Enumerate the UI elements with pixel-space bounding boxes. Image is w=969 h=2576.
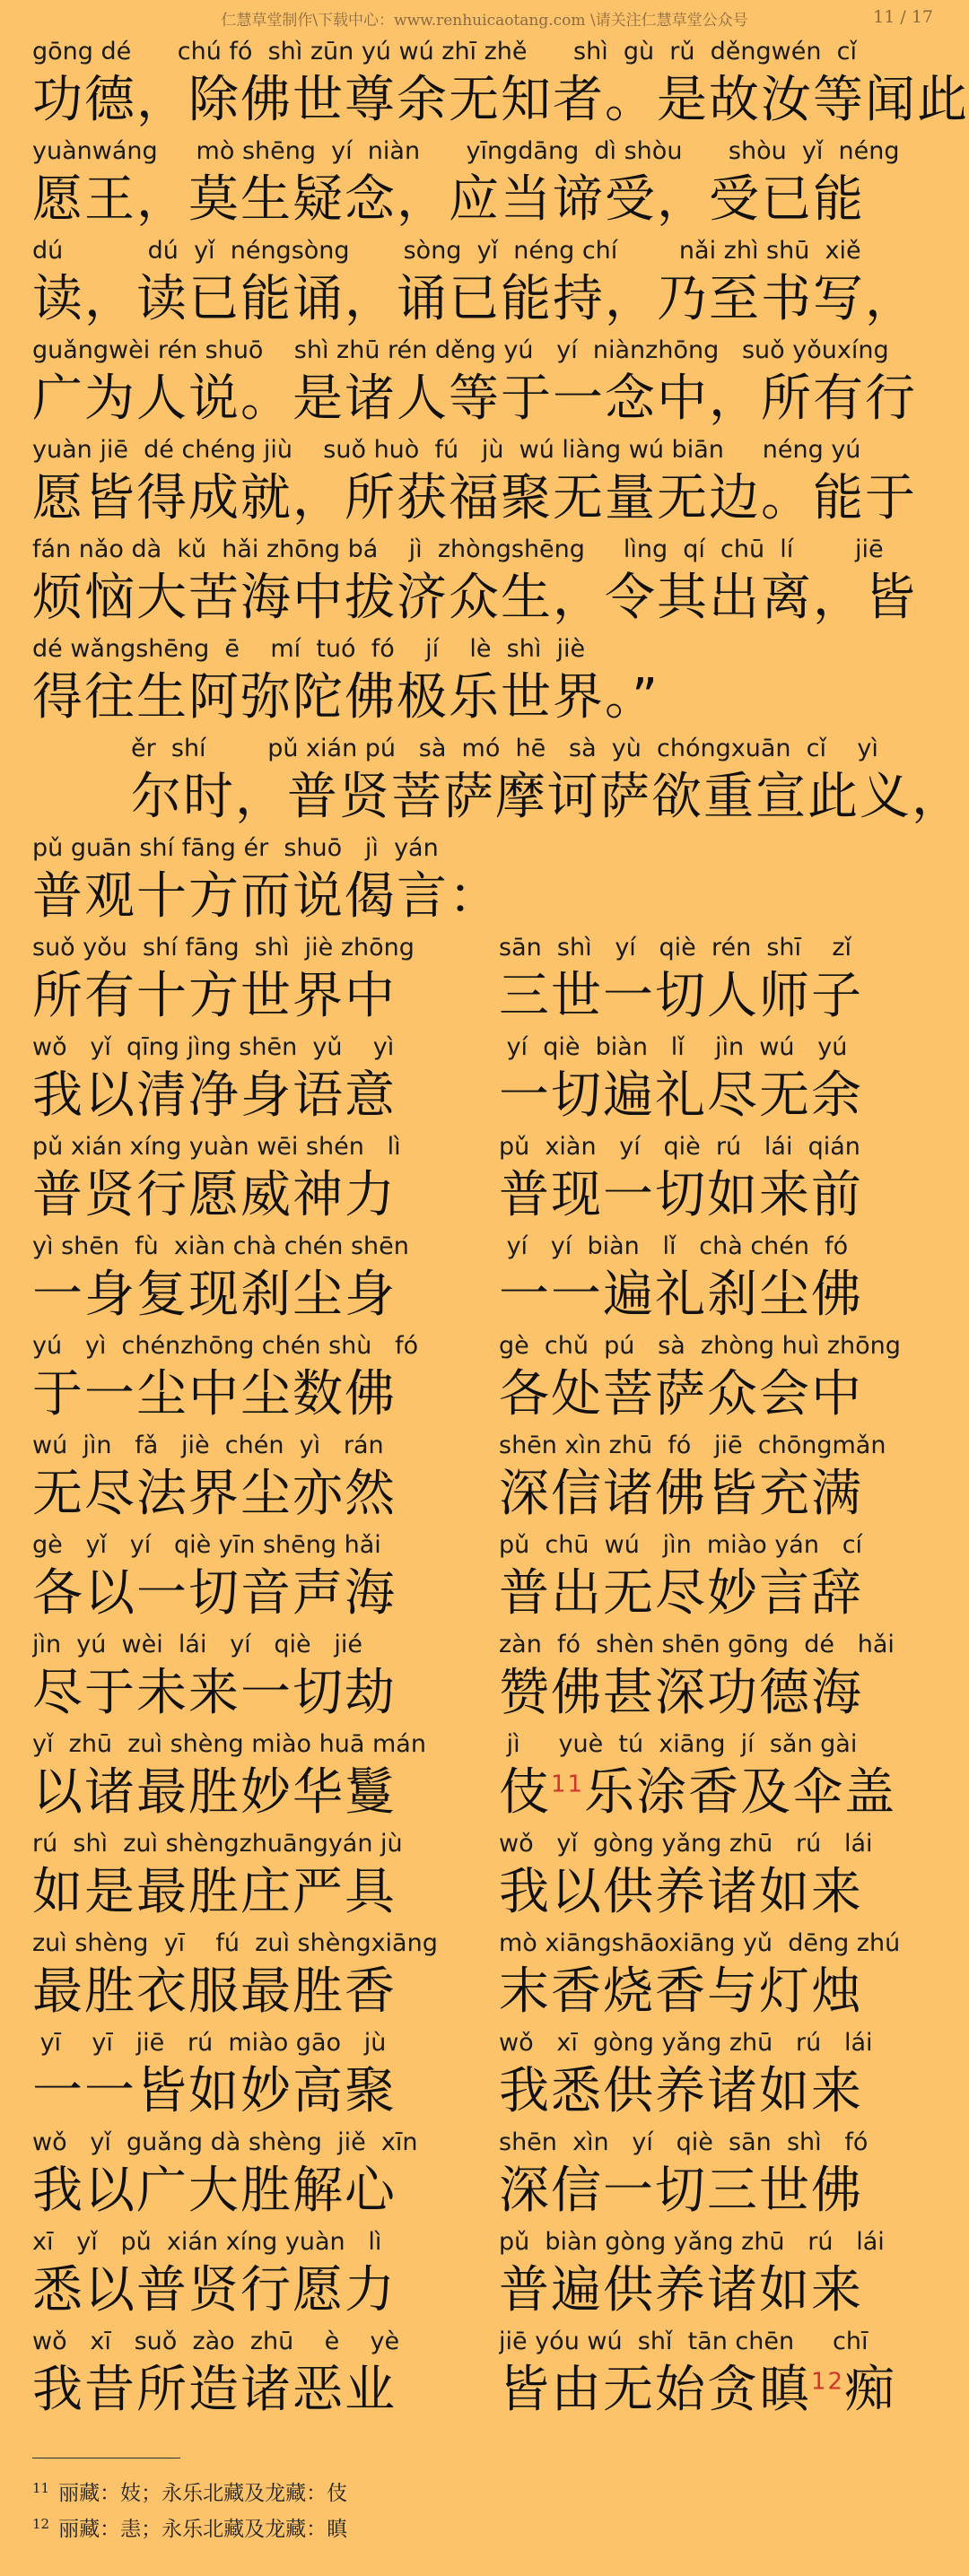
hanzi-line: 普现一切如来前 (499, 1166, 863, 1224)
footnote-marker[interactable]: 11 (551, 1771, 585, 1798)
verse-right-half (499, 1328, 947, 1428)
pinyin-line: dú dú yǐ néngsòng sòng yǐ néng chí nǎi zhì shū xiě (32, 237, 861, 265)
hanzi-line: 普出无尽妙言辞 (499, 1564, 863, 1623)
text-line (32, 731, 964, 831)
verse-line (32, 2025, 947, 2125)
pinyin-line: wǒ yǐ qīng jìng shēn yǔ yì (32, 1033, 395, 1061)
hanzi-line: 一一遍礼刹尘佛 (499, 1266, 863, 1324)
pinyin-line: gè chǔ pú sà zhòng huì zhōng (499, 1332, 901, 1360)
verse-line (32, 1328, 947, 1428)
pinyin-line: suǒ yǒu shí fāng shì jiè zhōng (32, 934, 415, 962)
hanzi-line: 一身复现刹尘身 (32, 1266, 397, 1324)
hanzi-line: 尔时，普贤菩萨摩诃萨欲重宣此义， (131, 768, 964, 826)
hanzi-line: 我昔所造诸恶业 (32, 2361, 397, 2419)
hanzi-line: 无尽法界尘亦然 (32, 1465, 397, 1523)
hanzi-line: 赞佛甚深功德海 (499, 1664, 863, 1722)
pinyin-line: pǔ chū wú jìn miào yán cí (499, 1531, 863, 1559)
pinyin-line: rú shì zuì shèngzhuāngyán jù (32, 1830, 403, 1858)
verse-line (32, 1030, 947, 1129)
pinyin-line: pǔ guān shí fāng ér shuō jì yán (32, 834, 439, 862)
verse-left-half (32, 1229, 499, 1328)
pinyin-line: gè yǐ yí qiè yīn shēng hǎi (32, 1531, 381, 1559)
pinyin-line: wǒ yǐ gòng yǎng zhū rú lái (499, 1830, 873, 1858)
hanzi-line: 悉以普贤行愿力 (32, 2261, 397, 2319)
pinyin-line: wǒ yǐ guǎng dà shèng jiě xīn (32, 2128, 418, 2156)
header-source-text: 仁慧草堂制作\下载中心：www.renhuicaotang.com \请关注仁慧草堂公众号 (221, 12, 748, 30)
pinyin-line: yì shēn fù xiàn chà chén shēn (32, 1232, 409, 1260)
pinyin-line: fán nǎo dà kǔ hǎi zhōng bá jì zhòngshēng lìng qí chū lí jiē (32, 535, 884, 563)
text-line (32, 831, 947, 930)
hanzi-line: 所有十方世界中 (32, 967, 397, 1025)
page-header (0, 0, 969, 36)
pinyin-line: dé wǎngshēng ē mí tuó fó jí lè shì jiè (32, 635, 586, 663)
footnote-number: 11 (32, 2480, 50, 2496)
verse-block (32, 930, 947, 2424)
verse-right-half (499, 1030, 947, 1129)
verse-right-half (499, 1428, 947, 1527)
verse-right-half (499, 1129, 947, 1229)
pinyin-line: xī yǐ pǔ xián xíng yuàn lì (32, 2228, 382, 2256)
verse-right-half (499, 930, 947, 1030)
hanzi-line: 最胜衣服最胜香 (32, 1962, 397, 2021)
verse-right-half (499, 1727, 947, 1826)
pinyin-line: yī yī jiē rú miào gāo jù (32, 2029, 387, 2057)
hanzi-line: 如是最胜庄严具 (32, 1863, 397, 1921)
footnote-number: 12 (32, 2516, 50, 2532)
verse-right-half (499, 1527, 947, 1627)
pinyin-line: guǎngwèi rén shuō shì zhū rén děng yú yí niànzhōng suǒ yǒuxíng (32, 336, 889, 364)
pinyin-line: zuì shèng yī fú zuì shèngxiāng (32, 1929, 438, 1957)
hanzi-line: 广为人说。是诸人等于一念中，所有行 (32, 370, 917, 428)
text-line (32, 333, 947, 432)
hanzi-line: 普贤行愿威神力 (32, 1166, 397, 1224)
hanzi-line (499, 2360, 947, 2424)
pinyin-line: yuàn jiē dé chéng jiù suǒ huò fú jù wú liàng wú biān néng yú (32, 436, 861, 464)
verse-right-half (499, 1826, 947, 1926)
hanzi-line: 普遍供养诸如来 (499, 2261, 863, 2319)
hanzi-line: 我以供养诸如来 (499, 1863, 863, 1921)
hanzi-line: 各以一切音声海 (32, 1564, 397, 1623)
hanzi-line: 一一皆如妙高聚 (32, 2062, 397, 2120)
page-number: 11 / 17 (873, 7, 933, 27)
verse-line (32, 1826, 947, 1926)
pinyin-line: pǔ xián xíng yuàn wēi shén lì (32, 1133, 401, 1161)
verse-right-half (499, 1229, 947, 1328)
verse-right-half (499, 2125, 947, 2224)
pinyin-line: shēn xìn yí qiè sān shì fó (499, 2128, 869, 2156)
verse-left-half (32, 2324, 499, 2424)
verse-right-half (499, 2224, 947, 2324)
verse-line (32, 1527, 947, 1627)
footnote-item (32, 2506, 930, 2542)
verse-left-half (32, 1428, 499, 1527)
hanzi-line: 三世一切人师子 (499, 967, 863, 1025)
text-line (32, 134, 947, 233)
hanzi-line: 末香烧香与灯烛 (499, 1962, 863, 2021)
hanzi-line: 我以清净身语意 (32, 1066, 397, 1125)
text-line (32, 34, 969, 134)
footnotes (32, 2470, 930, 2542)
pinyin-line: jiē yóu wú shǐ tān chēn chī (499, 2328, 869, 2355)
text-line (32, 432, 947, 532)
pinyin-line: yuànwáng mò shēng yí niàn yīngdāng dì shòu shòu yǐ néng (32, 137, 900, 165)
pinyin-line: yǐ zhū zuì shèng miào huā mán (32, 1730, 426, 1758)
verse-line (32, 2125, 947, 2224)
hanzi-segment: 乐涂香及伞盖 (584, 1763, 897, 1822)
pinyin-line: mò xiāngshāoxiāng yǔ dēng zhú (499, 1929, 901, 1957)
hanzi-line: 我以广大胜解心 (32, 2162, 397, 2220)
pinyin-line: wú jìn fǎ jiè chén yì rán (32, 1432, 384, 1459)
verse-left-half (32, 1527, 499, 1627)
hanzi-line: 以诸最胜妙华鬘 (32, 1763, 397, 1822)
text-line (32, 532, 947, 631)
hanzi-segment: 伎 (499, 1763, 551, 1822)
hanzi-line: 读，读已能诵，诵已能持，乃至书写， (32, 270, 917, 328)
pinyin-line: yú yì chénzhōng chén shù fó (32, 1332, 419, 1360)
hanzi-line: 普观十方而说偈言： (32, 867, 501, 926)
pinyin-line: jìn yú wèi lái yí qiè jié (32, 1631, 363, 1658)
hanzi-segment: 皆由无始贪瞋 (499, 2361, 811, 2419)
hanzi-line: 各处菩萨众会中 (499, 1365, 863, 1423)
hanzi-line: 愿王，莫生疑念，应当谛受，受已能 (32, 170, 865, 229)
hanzi-line: 一切遍礼尽无余 (499, 1066, 863, 1125)
hanzi-line: 烦恼大苦海中拔济众生，令其出离，皆 (32, 569, 917, 627)
pinyin-line: ěr shí pǔ xián pú sà mó hē sà yù chóngxuān cǐ yì (131, 735, 878, 762)
hanzi-line: 愿皆得成就，所获福聚无量无边。能于 (32, 469, 917, 527)
verse-left-half (32, 2025, 499, 2125)
verse-right-half (499, 1627, 947, 1727)
pinyin-line: wǒ xī suǒ zào zhū è yè (32, 2328, 400, 2355)
pinyin-line: jì yuè tú xiāng jí sǎn gài (499, 1730, 858, 1758)
pinyin-line: pǔ xiàn yí qiè rú lái qián (499, 1133, 860, 1161)
pinyin-line: yí yí biàn lǐ chà chén fó (499, 1232, 849, 1260)
verse-right-half (499, 1926, 947, 2025)
verse-right-half (499, 2025, 947, 2125)
hanzi-line (499, 1762, 947, 1826)
verse-line (32, 1129, 947, 1229)
hanzi-segment: 痴 (844, 2361, 897, 2419)
verse-left-half (32, 1030, 499, 1129)
footnote-text: 丽藏：恚；永乐北藏及龙藏：瞋 (58, 2518, 348, 2541)
verse-line (32, 930, 947, 1030)
pinyin-line: gōng dé chú fó shì zūn yú wú zhī zhě shì gù rǔ děngwén cǐ (32, 38, 857, 65)
verse-left-half (32, 1926, 499, 2025)
scripture-text (32, 34, 969, 2424)
pinyin-line: zàn fó shèn shēn gōng dé hǎi (499, 1631, 895, 1658)
footnote-divider (32, 2458, 180, 2459)
hanzi-line: 深信诸佛皆充满 (499, 1465, 863, 1523)
hanzi-line: 于一尘中尘数佛 (32, 1365, 397, 1423)
hanzi-line: 深信一切三世佛 (499, 2162, 863, 2220)
verse-left-half (32, 2224, 499, 2324)
text-line (32, 233, 947, 333)
verse-left-half (32, 1727, 499, 1826)
hanzi-line: 功德，除佛世尊余无知者。是故汝等闻此 (32, 71, 969, 129)
pinyin-line: shēn xìn zhū fó jiē chōngmǎn (499, 1432, 886, 1459)
pinyin-line: sān shì yí qiè rén shī zǐ (499, 934, 852, 962)
pinyin-line: pǔ biàn gòng yǎng zhū rú lái (499, 2228, 885, 2256)
verse-left-half (32, 1826, 499, 1926)
verse-line (32, 1428, 947, 1527)
footnote-text: 丽藏：妓；永乐北藏及龙藏：伎 (58, 2482, 348, 2505)
verse-left-half (32, 1627, 499, 1727)
prose-block (32, 34, 969, 930)
text-line (32, 631, 947, 731)
footnote-marker[interactable]: 12 (811, 2368, 845, 2396)
verse-line (32, 2324, 947, 2424)
verse-left-half (32, 2125, 499, 2224)
verse-line (32, 1727, 947, 1826)
hanzi-line: 得往生阿弥陀佛极乐世界。” (32, 668, 660, 727)
pinyin-line: yí qiè biàn lǐ jìn wú yú (499, 1033, 848, 1061)
hanzi-line: 我悉供养诸如来 (499, 2062, 863, 2120)
verse-line (32, 1926, 947, 2025)
verse-left-half (32, 1328, 499, 1428)
verse-line (32, 1229, 947, 1328)
verse-left-half (32, 1129, 499, 1229)
verse-right-half (499, 2324, 947, 2424)
pinyin-line: wǒ xī gòng yǎng zhū rú lái (499, 2029, 873, 2057)
verse-line (32, 2224, 947, 2324)
verse-line (32, 1627, 947, 1727)
verse-left-half (32, 930, 499, 1030)
footnote-item (32, 2470, 930, 2506)
hanzi-line: 尽于未来一切劫 (32, 1664, 397, 1722)
